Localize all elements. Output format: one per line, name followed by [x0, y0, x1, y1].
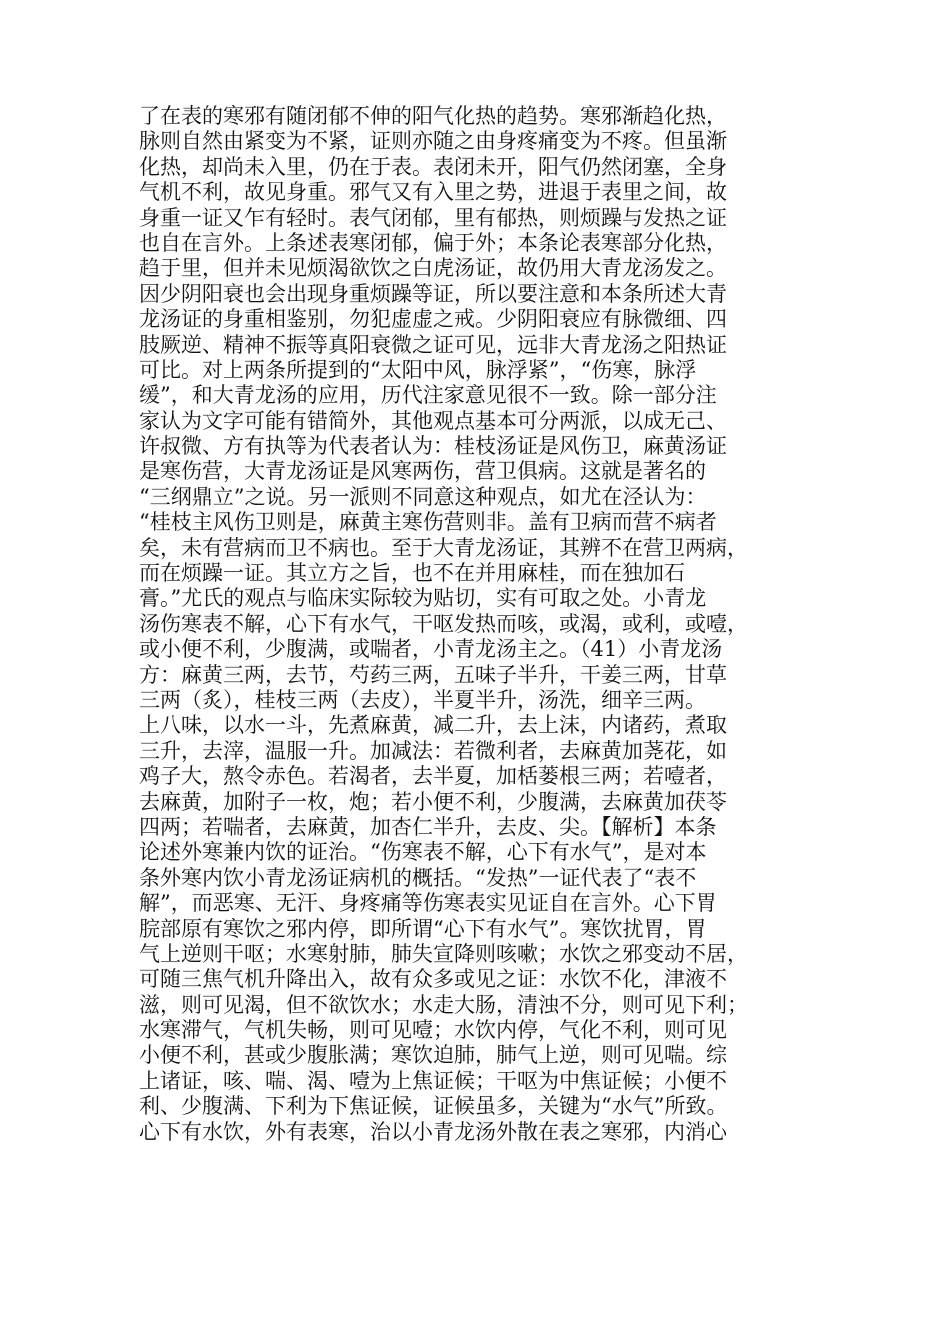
- text-line: 解”，而恶寒、无汗、身疼痛等伤寒表实见证自在言外。心下胃: [139, 891, 717, 916]
- text-line: “桂枝主风伤卫则是，麻黄主寒伤营则非。盖有卫病而营不病者: [139, 510, 717, 535]
- text-line: 气上逆则干呕；水寒射肺，肺失宣降则咳嗽；水饮之邪变动不居，: [139, 941, 748, 966]
- text-line: 去麻黄，加附子一枚，炮；若小便不利，少腹满，去麻黄加茯苓: [139, 789, 727, 814]
- text-line: 可比。对上两条所提到的“太阳中风，脉浮紧”，“伤寒，脉浮: [139, 357, 697, 382]
- text-line: 家认为文字可能有错简外，其他观点基本可分两派，以成无己、: [139, 408, 727, 433]
- text-line: 因少阴阳衰也会出现身重烦躁等证，所以要注意和本条所述大青: [139, 281, 727, 306]
- text-line: 身重一证又乍有轻时。表气闭郁，里有郁热，则烦躁与发热之证: [139, 205, 727, 230]
- text-line: 三升，去滓，温服一升。加减法：若微利者，去麻黄加荛花，如: [139, 738, 727, 763]
- text-line: 缓”，和大青龙汤的应用，历代注家意见很不一致。除一部分注: [139, 383, 717, 408]
- text-line: 了在表的寒邪有随闭郁不伸的阳气化热的趋势。寒邪渐趋化热，: [139, 104, 727, 128]
- text-line: 趋于里，但并未见烦渴欲饮之白虎汤证，故仍用大青龙汤发之。: [139, 256, 727, 281]
- text-line: 脉则自然由紧变为不紧，证则亦随之由身疼痛变为不疼。但虽渐: [139, 129, 727, 154]
- body-text: [139, 104, 819, 1145]
- text-line: 水寒滞气，气机失畅，则可见噎；水饮内停，气化不利，则可见: [139, 1018, 727, 1043]
- text-line: 心下有水饮，外有表寒，治以小青龙汤外散在表之寒邪，内消心: [139, 1119, 727, 1144]
- text-line: 上诸证，咳、喘、渴、噎为上焦证候；干呕为中焦证候；小便不: [139, 1068, 727, 1093]
- text-line: 龙汤证的身重相鉴别，勿犯虚虚之戒。少阴阳衰应有脉微细、四: [139, 307, 727, 332]
- text-line: 小便不利，甚或少腹胀满；寒饮迫肺，肺气上逆，则可见喘。综: [139, 1043, 727, 1068]
- text-line: 方：麻黄三两，去节，芍药三两，五味子半升，干姜三两，甘草: [139, 662, 727, 687]
- text-line: 或小便不利，少腹满，或喘者，小青龙汤主之。（41）小青龙汤: [139, 637, 723, 662]
- text-line: “三纲鼎立”之说。另一派则不同意这种观点，如尤在泾认为：: [139, 484, 707, 509]
- text-line: 条外寒内饮小青龙汤证病机的概括。“发热”一证代表了“表不: [139, 865, 697, 890]
- text-line: 也自在言外。上条述表寒闭郁，偏于外；本条论表寒部分化热，: [139, 230, 727, 255]
- text-line: 是寒伤营，大青龙汤证是风寒两伤，营卫俱病。这就是著名的: [139, 459, 706, 484]
- text-line: 脘部原有寒饮之邪内停，即所谓“心下有水气”。寒饮扰胃，胃: [139, 916, 707, 941]
- text-line: 利、少腹满、下利为下焦证候，证候虽多，关键为“水气”所致。: [139, 1094, 728, 1119]
- text-line: 上八味，以水一斗，先煮麻黄，减二升，去上沫，内诸药，煮取: [139, 713, 727, 738]
- text-line: 滋，则可见渴，但不欲饮水；水走大肠，清浊不分，则可见下利；: [139, 992, 748, 1017]
- text-line: 汤伤寒表不解，心下有水气，干呕发热而咳，或渴，或利，或噎，: [139, 611, 748, 636]
- text-line: 化热，却尚未入里，仍在于表。表闭未开，阳气仍然闭塞，全身: [139, 154, 727, 179]
- text-line: 可随三焦气机升降出入，故有众多或见之证：水饮不化，津液不: [139, 967, 727, 992]
- text-line: 而在烦躁一证。其立方之旨，也不在并用麻桂，而在独加石: [139, 561, 685, 586]
- text-line: 四两；若喘者，去麻黄，加杏仁半升，去皮、尖。【解析】本条: [139, 814, 717, 839]
- text-line: 许叔微、方有执等为代表者认为：桂枝汤证是风伤卫，麻黄汤证: [139, 434, 727, 459]
- text-line: 肢厥逆、精神不振等真阳衰微之证可见，远非大青龙汤之阳热证: [139, 332, 727, 357]
- text-line: 矣，未有营病而卫不病也。至于大青龙汤证，其辨不在营卫两病，: [139, 535, 748, 560]
- text-line: 气机不利，故见身重。邪气又有入里之势，进退于表里之间，故: [139, 180, 727, 205]
- text-line: 三两（炙），桂枝三两（去皮），半夏半升，汤洗，细辛三两。: [139, 687, 706, 712]
- text-line: 论述外寒兼内饮的证治。“伤寒表不解，心下有水气”，是对本: [139, 840, 707, 865]
- text-line: 鸡子大，熬令赤色。若渴者，去半夏，加栝蒌根三两；若噎者，: [139, 764, 727, 789]
- text-line: 膏。”尤氏的观点与临床实际较为贴切，实有可取之处。小青龙: [139, 586, 707, 611]
